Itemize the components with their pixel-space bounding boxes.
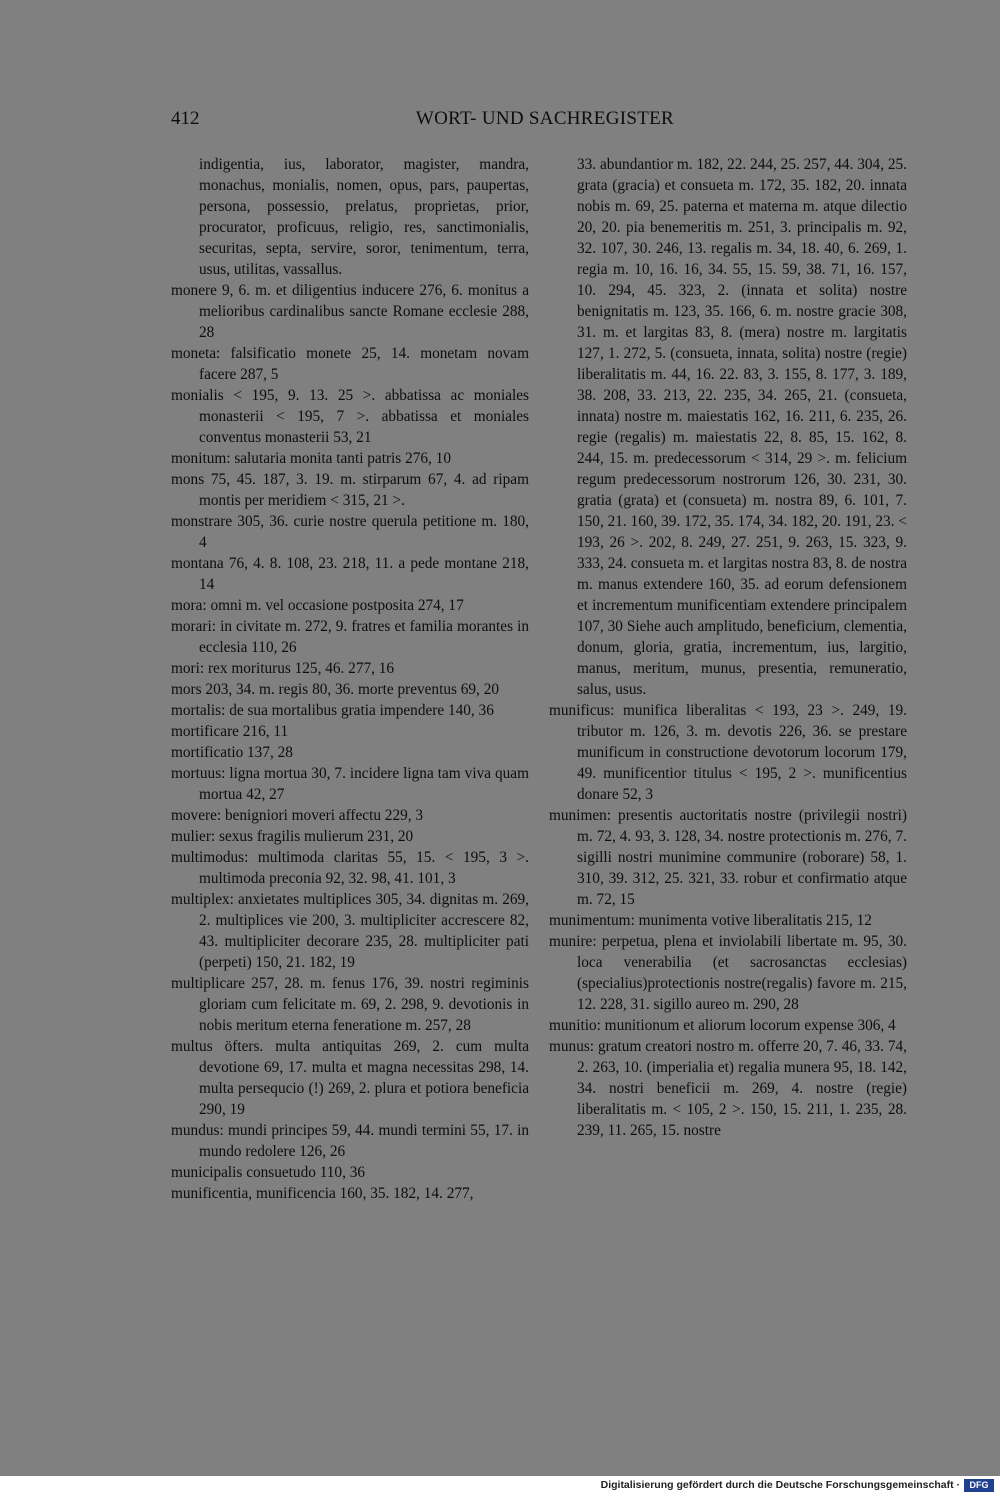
index-entry: mons 75, 45. 187, 3. 19. m. stirparum 67, 4. ad ripam montis per meridiem < 315, 21 >.: [171, 471, 529, 509]
index-entry: movere: benigniori moveri affectu 229, 3: [171, 807, 424, 824]
page-title: WORT- UND SACHREGISTER: [415, 108, 674, 129]
page-number: 412: [171, 108, 200, 129]
index-entry: mors 203, 34. m. regis 80, 36. morte preventus 69, 20: [171, 681, 499, 698]
index-entry: monere 9, 6. m. et diligentius inducere 276, 6. monitus a melioribus cardinalibus sancte Romane ecclesie 288, 28: [171, 282, 529, 341]
index-entry: mulier: sexus fragilis mulierum 231, 20: [171, 828, 414, 845]
index-entry: monstrare 305, 36. curie nostre querula petitione m. 180, 4: [171, 513, 529, 551]
index-entry: indigentia, ius, laborator, magister, mandra, monachus, monialis, nomen, opus, pars, paupertas, persona, possessio, prelatus, proprietas, prior, procurator, proficuus, religio, res, sanctimonialis, securitas, septa, servire, soror, tenimentum, terra, usus, utilitas, vassallus.: [199, 156, 529, 278]
index-entry: 33. abundantior m. 182, 22. 244, 25. 257, 44. 304, 25. grata (gracia) et consueta m. 172, 35. 182, 20. innata nobis m. 69, 25. paterna et materna m. atque dilectio 20, 20. pia benemeritis m. 251, 3. principalis m. 92, 32. 107, 30. 246, 13. regalis m. 34, 18. 40, 6. 269, 1. regia m. 10, 16. 16, 34. 55, 15. 59, 38. 71, 16. 157, 10. 294, 45. 323, 2. (innata et solita) nostre benignitatis m. 123, 35. 166, 6. m. nostre gracie 308, 31. m. et largitas 83, 8. (mera) nostre m. largitatis 127, 1. 272, 5. (consueta, innata, solita) nostre (regie) liberalitatis m. 44, 16. 22. 83, 3. 155, 8. 177, 3. 189, 38. 208, 33. 213, 22. 235, 34. 265, 21. (consueta, innata) nostre m. maiestatis 162, 16. 211, 6. 235, 26. regie (regalis) m. maiestatis 22, 8. 85, 15. 162, 8. 244, 15. m. predecessorum < 314, 29 >. m. felicium regum predecessorum nostrorum 126, 30. 231, 30. gratia (grata) et (consueta) m. nostra 89, 6. 101, 7. 150, 21. 160, 39. 172, 35. 174, 34. 182, 20. 191, 23. < 193, 26 >. 202, 8. 249, 27. 251, 9. 263, 15. 323, 9. 333, 24. consueta m. et largitas nostra 83, 8. de nostra m. manus extendere 160, 35. ad eorum defensionem et incrementum munificentiam extendere principalem 107, 30 Siehe auch amplitudo, beneficium, clementia, donum, gloria, gratia, incrementum, ius, largitio, manus, meritum, munus, presentia, remuneratio, salus, usus.: [577, 156, 907, 698]
index-entry: municipalis consuetudo 110, 36: [171, 1164, 366, 1181]
footer-bar: [0, 1476, 1000, 1496]
index-entry: munificentia, munificencia 160, 35. 182, 14. 277,: [171, 1185, 474, 1202]
index-entry: mortalis: de sua mortalibus gratia impendere 140, 36: [171, 702, 494, 719]
index-entry: munimentum: munimenta votive liberalitatis 215, 12: [549, 912, 872, 929]
index-entry: multiplicare 257, 28. m. fenus 176, 39. nostri regiminis gloriam cum felicitate m. 69, 2. 298, 9. devotionis in nobis meritum eterna feneratione m. 257, 28: [171, 975, 529, 1034]
index-entry: montana 76, 4. 8. 108, 23. 218, 11. a pede montane 218, 14: [171, 555, 529, 593]
index-entry: monitum: salutaria monita tanti patris 276, 10: [171, 450, 451, 467]
funding-credit: Digitalisierung gefördert durch die Deutsche Forschungsgemeinschaft ·: [600, 1479, 960, 1491]
index-entry: multiplex: anxietates multiplices 305, 34. dignitas m. 269, 2. multiplices vie 200, 3. multipliciter accrescere 82, 43. multipliciter decorare 235, 28. multipliciter pati (perpeti) 150, 21. 182, 19: [171, 891, 529, 971]
index-entry: monialis < 195, 9. 13. 25 >. abbatissa ac moniales monasterii < 195, 7 >. abbatissa et moniales conventus monasterii 53, 21: [171, 387, 529, 446]
index-entry: mortificare 216, 11: [171, 723, 289, 740]
index-entry: mortuus: ligna mortua 30, 7. incidere ligna tam viva quam mortua 42, 27: [171, 765, 529, 803]
index-entry: multus öfters. multa antiquitas 269, 2. cum multa devotione 69, 17. multa et magna necessitas 298, 14. multa persequcio (!) 269, 2. plura et potiora beneficia 290, 19: [171, 1038, 529, 1118]
index-entry: mori: rex moriturus 125, 46. 277, 16: [171, 660, 395, 677]
index-entry: multimodus: multimoda claritas 55, 15. < 195, 3 >. multimoda preconia 92, 32. 98, 41. 101, 3: [171, 849, 529, 887]
index-entry: mora: omni m. vel occasione postposita 274, 17: [171, 597, 464, 614]
index-entry: munus: gratum creatori nostro m. offerre 20, 7. 46, 33. 74, 2. 263, 10. (imperialia et) regalia munera 95, 18. 142, 34. nostri beneficii m. 269, 4. nostre (regie) liberalitatis m. < 105, 2 >. 150, 15. 211, 1. 235, 28. 239, 11. 265, 15. nostre: [549, 1038, 907, 1139]
index-entry: munimen: presentis auctoritatis nostre (privilegii nostri) m. 72, 4. 93, 3. 128, 34. nostre protectionis m. 276, 7. sigilli nostri munimine communire (roborare) 58, 1. 310, 39. 312, 25. 321, 33. robur et confirmatio atque m. 72, 15: [549, 807, 907, 908]
index-entry: moneta: falsificatio monete 25, 14. monetam novam facere 287, 5: [171, 345, 529, 383]
index-entry: mundus: mundi principes 59, 44. mundi termini 55, 17. in mundo redolere 126, 26: [171, 1122, 529, 1160]
index-entry: mortificatio 137, 28: [171, 744, 293, 761]
index-column-right: [549, 154, 907, 1141]
index-entry: munire: perpetua, plena et inviolabili libertate m. 95, 30. loca venerabilia (et sacrosanctas ecclesias)(specialius)protectionis nostre(regalis) favore m. 215, 12. 228, 31. sigillo aureo m. 290, 28: [549, 933, 907, 1013]
index-entry: munitio: munitionum et aliorum locorum expense 306, 4: [549, 1017, 896, 1034]
running-header: [171, 106, 674, 136]
index-entry: munificus: munifica liberalitas < 193, 23 >. 249, 19. tributor m. 126, 3. m. devotis 226, 36. se prestare munificum in constructione devotorum locorum 179, 49. munificentior titulus < 195, 2 >. munificentius donare 52, 3: [549, 702, 907, 803]
index-entry: morari: in civitate m. 272, 9. fratres et familia morantes in ecclesia 110, 26: [171, 618, 529, 656]
dfg-logo[interactable]: DFG: [964, 1479, 994, 1492]
index-column-left: [171, 154, 529, 1204]
